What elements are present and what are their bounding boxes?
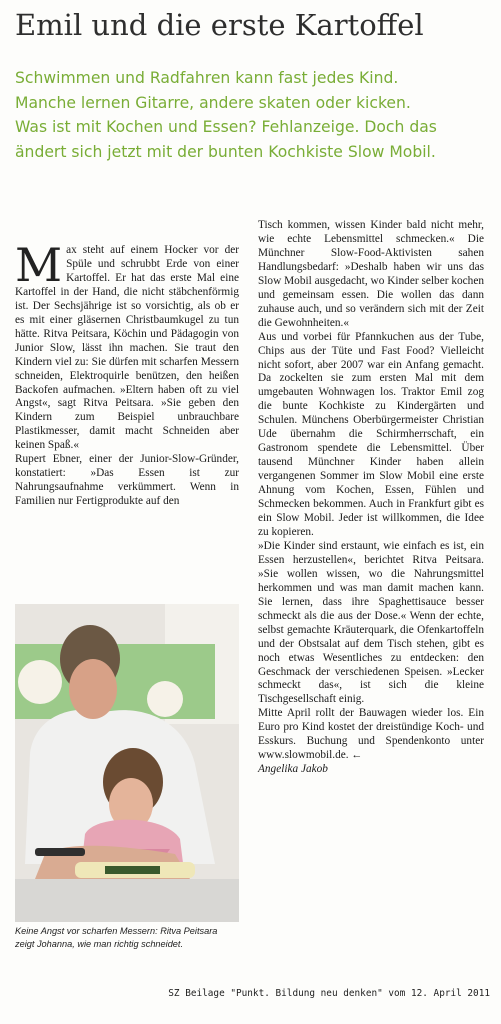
author-name: Angelika Jakob bbox=[258, 763, 328, 776]
article-photo bbox=[15, 604, 239, 922]
lead-line: Manche lernen Gitarre, andere skaten oder kicken. bbox=[15, 93, 411, 112]
article-lead bbox=[15, 66, 489, 164]
body-paragraph: Aus und vorbei für Pfannkuchen aus der Tube, Chips aus der Tüte und Fast Food? Vielleicht nicht sofort, aber 2007 war ein Anfang gemacht. Da zockelten sie zum ersten Mal mit dem umgebauten Wohnwagen los. Traktor Emil zog die bunte Kochkiste zu Kindergärten und Schulen. Münchens Oberbürgermeister Christian Ude übernahm die Schirmherrschaft, ein Gastronom spendete die Lebensmittel. Über tausend Münchner Kinder haben allein vergangenen Sommer im Slow Mobil eine erste Ahnung vom Kochen, Essen, Fühlen und Schmecken bekommen. Auch in Frankfurt gibt es ein Slow Mobil. Jeder ist willkommen, die Idee zu kopieren. bbox=[258, 330, 484, 538]
body-paragraph: »Die Kinder sind erstaunt, wie einfach es ist, ein Essen herzustellen«, berichtet Ritva Peitsara. »Sie wollen wissen, wo die Nahrungsmittel herkommen und was man damit machen kann. Sie lernen, dass ihre Spaghettisauce besser schmeckt als die aus der Dose.« Wenn der echte, selbst gemachte Kräuterquark, die Ofenkartoffeln und der Obstsalat auf dem Tisch stehen, gibt es noch etwas Wesentliches zu entdecken: den Geschmack der verschiedenen Speisen. »Lecker schmeckt das«, ist sich die kleine Tischgesellschaft einig. bbox=[258, 539, 484, 706]
body-paragraph bbox=[258, 707, 484, 763]
article-title: Emil und die erste Kartoffel bbox=[15, 8, 424, 42]
photo-illustration bbox=[15, 604, 239, 922]
left-column bbox=[15, 238, 239, 509]
end-mark-icon: ← bbox=[351, 749, 363, 762]
lead-line: ändert sich jetzt mit der bunten Kochkiste Slow Mobil. bbox=[15, 142, 436, 161]
body-paragraph: Tisch kommen, wissen Kinder bald nicht mehr, wie echte Lebensmittel schmecken.« Die Münchner Slow-Food-Aktivisten sahen Handlungsbedarf: »Deshalb haben wir uns das Slow Mobil ausgedacht, wo Kinder selber kochen und gemeinsam essen. Die wollen das dann zuhause auch, und so verändern sich mit der Zeit die Gewohnheiten.« bbox=[258, 219, 484, 329]
lead-line: Schwimmen und Radfahren kann fast jedes Kind. bbox=[15, 69, 399, 87]
paragraph-text: Mitte April rollt der Bauwagen wieder los. Ein Euro pro Kind kostet der dreistündige Koch- und Esskurs. Buchung und Spendenkonto unter www.slowmobil.de. bbox=[258, 707, 484, 762]
body-paragraph: Rupert Ebner, einer der Junior-Slow-Gründer, konstatiert: »Das Essen ist zur Nahrungsaufnahme verkümmert. Wenn in Familien nur Fertigprodukte auf den bbox=[15, 453, 239, 508]
right-column bbox=[258, 219, 484, 777]
body-paragraph bbox=[15, 238, 239, 453]
paragraph-text: ax steht auf einem Hocker vor der Spüle und schrubbt Erde von einer Kartoffel. Er hat das erste Mal eine Kartoffel in der Hand, die nicht stäbchenförmig ist. Der Sechsjährige ist so vorsichtig, als ob er es mit einer gläsernen Christbaumkugel zu tun hätte. Ritva Peitsara, Köchin und Pädagogin von Junior Slow, lässt ihn machen. Sie traut den Kindern viel zu: Sie dürfen mit scharfen Messern schneiden, Elektroquirle benützen, den heißen Backofen aufmachen. »Eltern haben oft zu viel Angst«, sagt Ritva Peitsara. »Sie geben den Kindern zum Beispiel unbrauchbare Plastikmesser, damit macht Schneiden aber keinen Spaß.« bbox=[15, 244, 239, 452]
page-footer: SZ Beilage "Punkt. Bildung neu denken" vom 12. April 2011 bbox=[168, 988, 490, 999]
photo-caption: Keine Angst vor scharfen Messern: Ritva Peitsara zeigt Johanna, wie man richtig schneidet. bbox=[15, 926, 218, 949]
lead-line: Was ist mit Kochen und Essen? Fehlanzeige. Doch das bbox=[15, 118, 437, 136]
drop-cap: M bbox=[15, 238, 63, 292]
